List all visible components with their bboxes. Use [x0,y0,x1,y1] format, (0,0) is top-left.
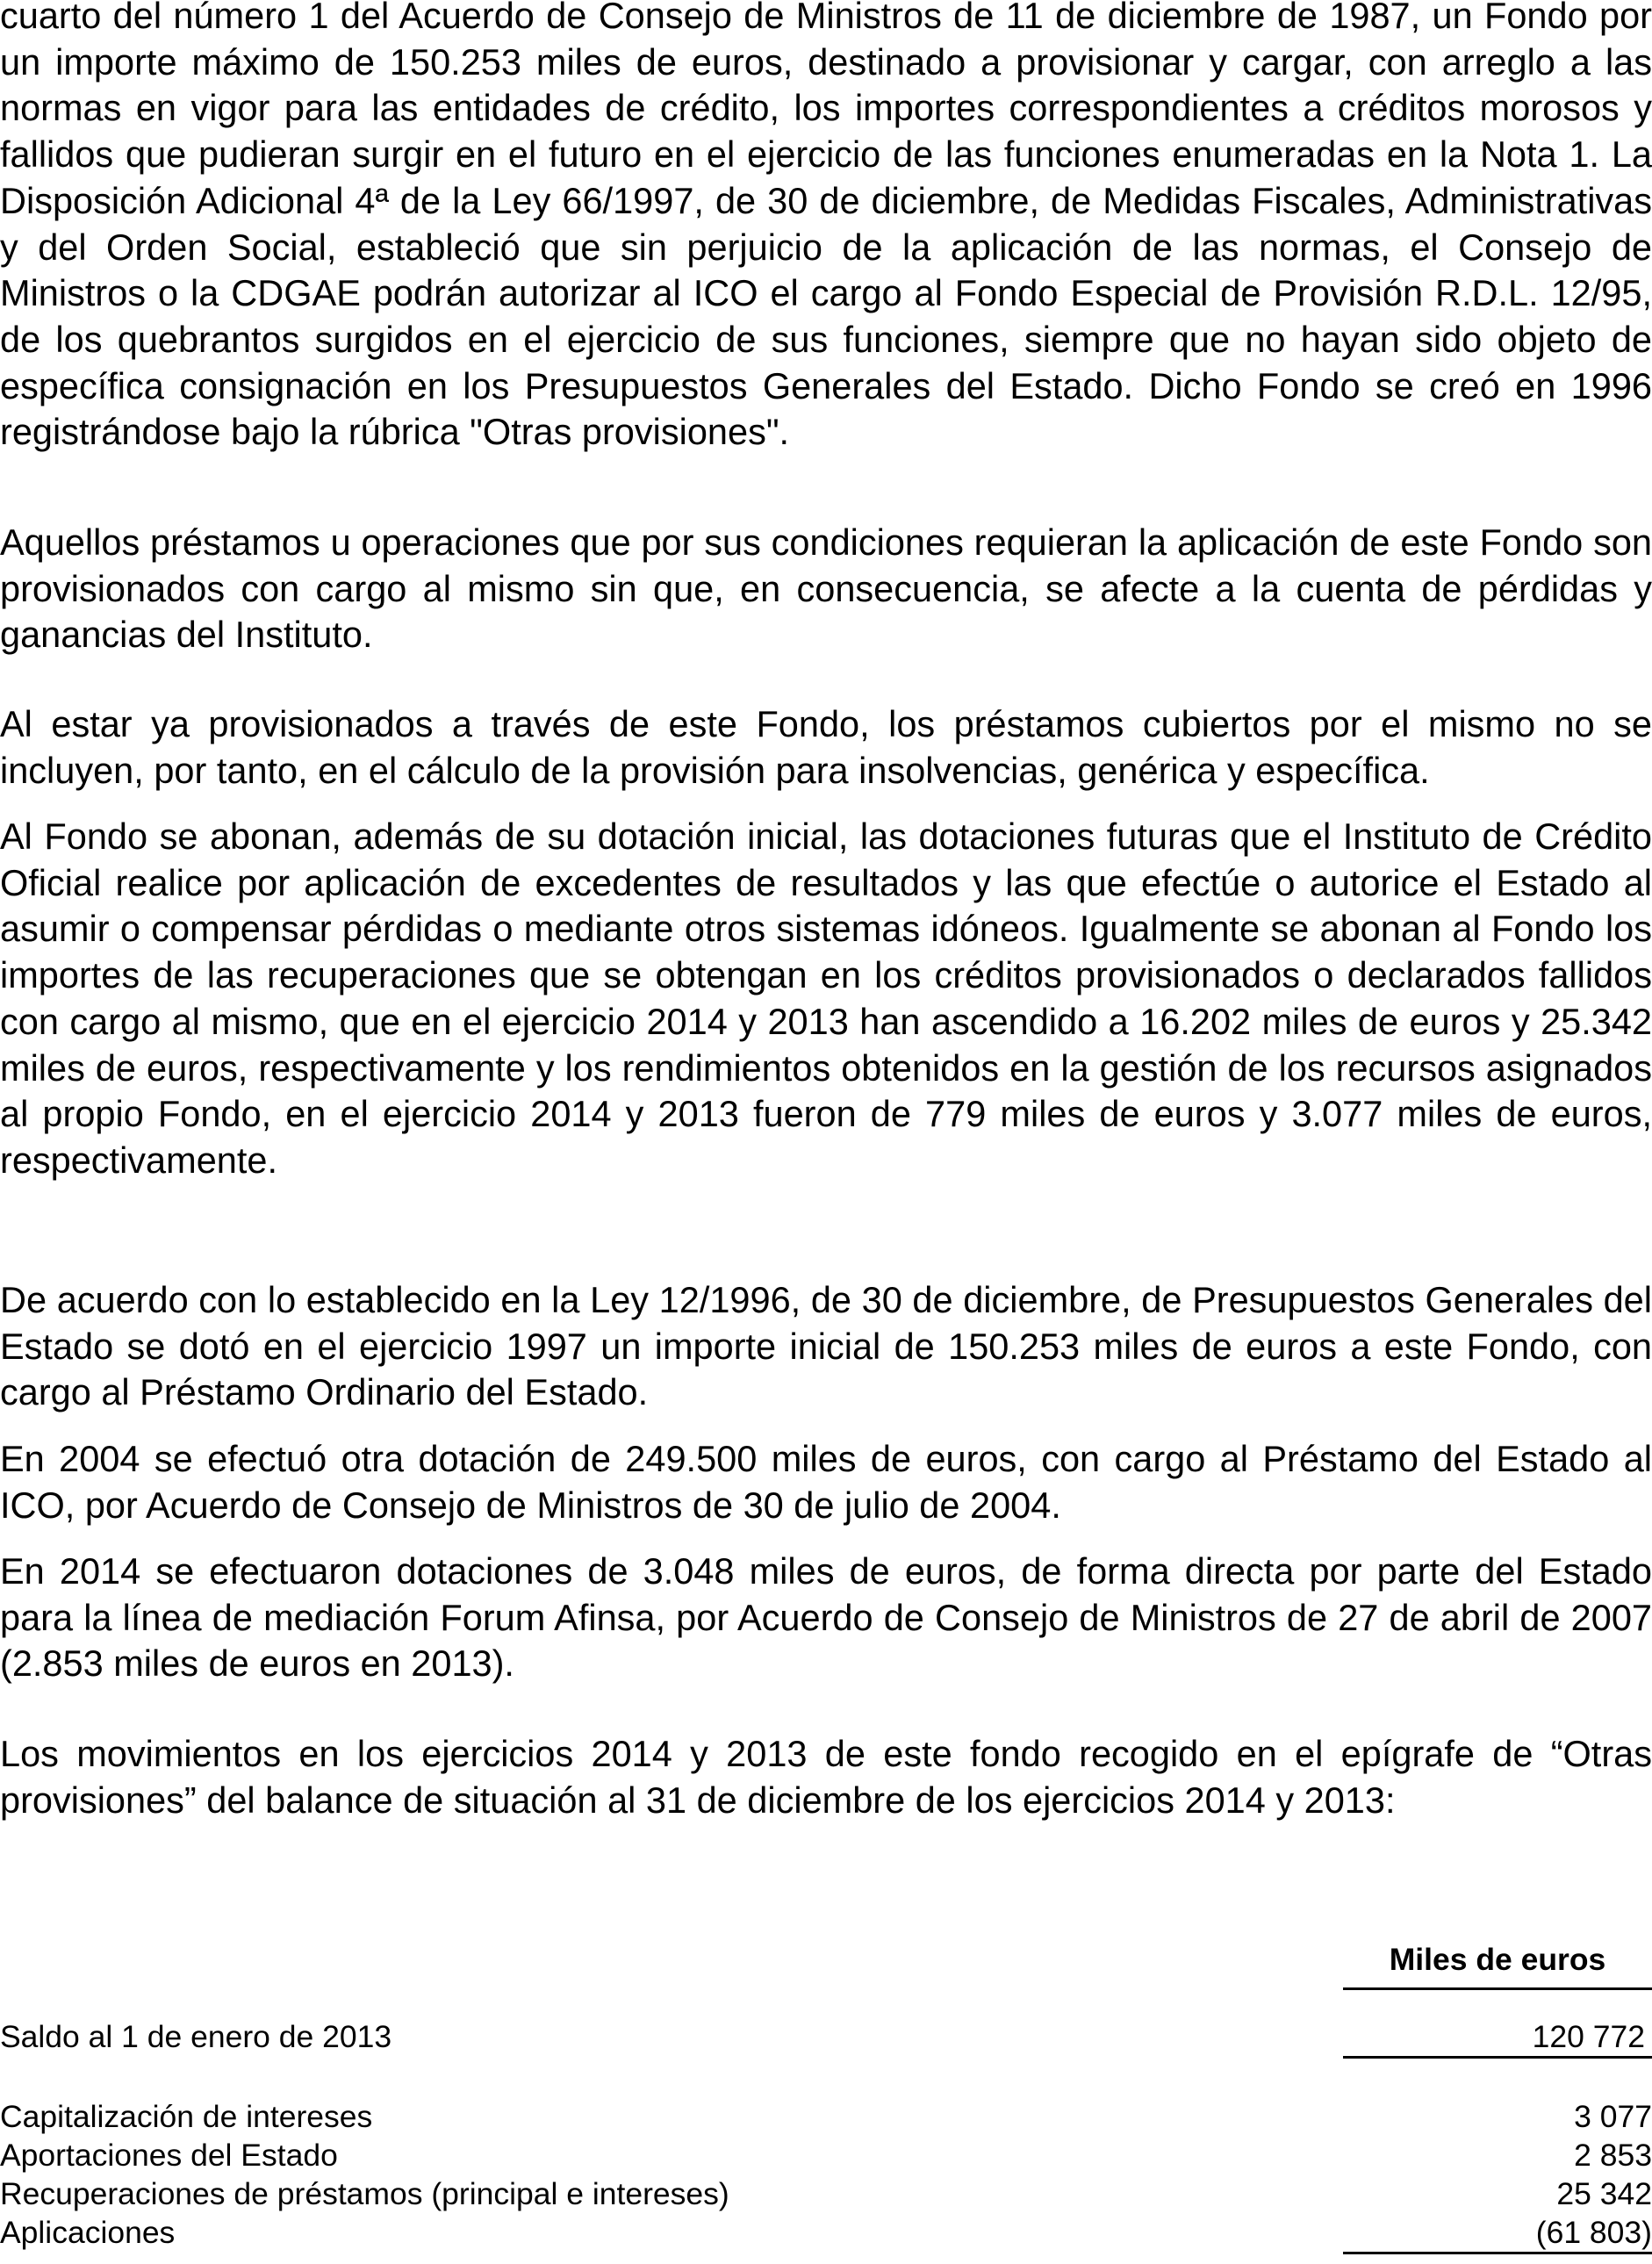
row-value: 2 853 [1574,2138,1652,2173]
paragraph-fondo-origen: cuarto del número 1 del Acuerdo de Consejo de Ministros de 11 de diciembre de 1987, un Fondo por un importe máximo de 150.253 miles de euros, destinado a provisionar y cargar, con arreglo a las normas en vigor para las entidades de crédito, los importes correspondientes a créditos morosos y fallidos que pudieran surgir en el futuro en el ejercicio de las funciones enumeradas en la Nota 1. La Disposición Adicional 4ª de la Ley 66/1997, de 30 de diciembre, de Medidas Fiscales, Administrativas y del Orden Social, estableció que sin perjuicio de la aplicación de las normas, el Consejo de Ministros o la CDGAE podrán autorizar al ICO el cargo al Fondo Especial de Provisión R.D.L. 12/95, de los quebrantos surgidos en el ejercicio de sus funciones, siempre que no hayan sido objeto de específica consignación en los Presupuestos Generales del Estado. Dicho Fondo se creó en 1996 registrándose bajo la rúbrica "Otras provisiones". [0,0,1652,453]
paragraph-movimientos-intro: Los movimientos en los ejercicios 2014 y 2013 de este fondo recogido en el epígrafe de “Otras provisiones” del balance de situación al 31 de diciembre de los ejercicios 2014 y 2013: [0,1733,1652,1821]
paragraph-dotacion-2004: En 2004 se efectuó otra dotación de 249.500 miles de euros, con cargo al Préstamo del Estado al ICO, por Acuerdo de Consejo de Ministros de 30 de julio de 2004. [0,1438,1652,1526]
row-value: 3 077 [1574,2099,1652,2134]
row-label: Aplicaciones [0,2215,176,2250]
table-header-miles-de-euros: Miles de euros [1343,1931,1652,1990]
table-row [0,2136,1652,2174]
row-label: Capitalización de intereses [0,2099,373,2134]
paragraph-abonos-fondo: Al Fondo se abonan, además de su dotación inicial, las dotaciones futuras que el Instituto de Crédito Oficial realice por aplicación de excedentes de resultados y las que efectúe o autorice el Estado al asumir o compensar pérdidas o mediante otros sistemas idóneos. Igualmente se abonan al Fondo los importes de las recuperaciones que se obtengan en los créditos provisionados o declarados fallidos con cargo al mismo, que en el ejercicio 2014 y 2013 han ascendido a 16.202 miles de euros y 25.342 miles de euros, respectivamente y los rendimientos obtenidos en la gestión de los recursos asignados al propio Fondo, en el ejercicio 2014 y 2013 fueron de 779 miles de euros y 3.077 miles de euros, respectivamente. [0,816,1652,1181]
paragraph-ley-12-1996: De acuerdo con lo establecido en la Ley 12/1996, de 30 de diciembre, de Presupuestos Generales del Estado se dotó en el ejercicio 1997 un importe inicial de 150.253 miles de euros a este Fondo, con cargo al Préstamo Ordinario del Estado. [0,1279,1652,1413]
table-row [0,2213,1652,2252]
table-row [0,2174,1652,2213]
row-label: Aportaciones del Estado [0,2138,338,2173]
row-value: (61 803) [1343,2213,1652,2254]
row-label: Saldo al 1 de enero de 2013 [0,2019,392,2054]
paragraph-calculo-provision: Al estar ya provisionados a través de este Fondo, los préstamos cubiertos por el mismo no se incluyen, por tanto, en el cálculo de la provisión para insolvencias, genérica y específica. [0,703,1652,791]
paragraph-dotaciones-2014: En 2014 se efectuaron dotaciones de 3.048 miles de euros, de forma directa por parte del Estado para la línea de mediación Forum Afinsa, por Acuerdo de Consejo de Ministros de 27 de abril de 2007 (2.853 miles de euros en 2013). [0,1550,1652,1685]
table-row-opening-balance [0,2017,1652,2056]
paragraph-prestamos-provisionados: Aquellos préstamos u operaciones que por sus condiciones requieran la aplicación de este Fondo son provisionados con cargo al mismo sin que, en consecuencia, se afecte a la cuenta de pérdidas y ganancias del Instituto. [0,521,1652,656]
row-value: 120 772 [1343,2017,1652,2059]
table-row [0,2097,1652,2136]
row-value: 25 342 [1556,2176,1652,2211]
row-label: Recuperaciones de préstamos (principal e intereses) [0,2176,729,2211]
